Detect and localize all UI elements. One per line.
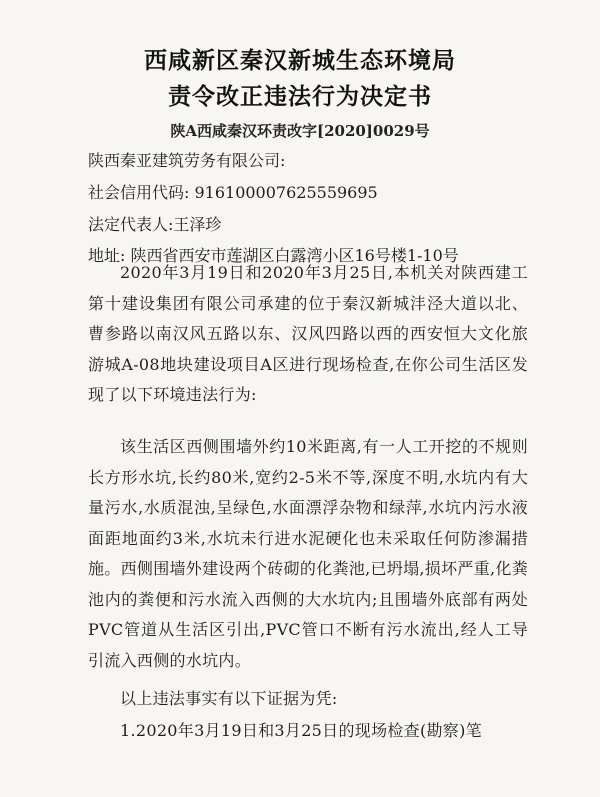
legal-representative: 法定代表人:王泽珍 bbox=[88, 215, 222, 234]
document-number: 陕A西咸秦汉环责改字[2020]0029号 bbox=[170, 122, 430, 140]
company-address: 地址: 陕西省西安市莲湖区白露湾小区16号楼1-10号 bbox=[88, 246, 459, 265]
inspection-paragraph: 2020年3月19日和2020年3月25日,本机关对陕西建工第十建设集团有限公司承建的位于秦汉新城沣泾大道以北、曹参路以南汉风五路以东、汉风四路以西的西安恒大文化旅游城A-08地块建设项目A区进行现场检查,在你公司生活区发现了以下环境违法行为: bbox=[88, 263, 528, 404]
evidence-intro-paragraph: 以上违法事实有以下证据为凭: bbox=[120, 689, 338, 708]
document-title-type: 责令改正违法行为决定书 bbox=[168, 84, 432, 110]
recipient-company: 陕西秦亚建筑劳务有限公司: bbox=[88, 151, 286, 170]
document-title-agency: 西咸新区秦汉新城生态环境局 bbox=[144, 48, 456, 74]
evidence-item-1: 1.2020年3月19日和3月25日的现场检查(勘察)笔 bbox=[120, 721, 482, 740]
credit-code: 社会信用代码: 916100007625559695 bbox=[88, 183, 378, 202]
violation-description-paragraph: 该生活区西侧围墙外约10米距离,有一人工开挖的不规则长方形水坑,长约80米,宽约2-5米不等,深度不明,水坑内有大量污水,水质混浊,呈绿色,水面漂浮杂物和绿萍,水坑内污水液面距地面约3米,水坑未行进水泥硬化也未采取任何防渗漏措施。西侧围墙外建设两个砖砌的化粪池,已坍塌,损坏严重,化粪池内的粪便和污水流入西侧的大水坑内;且围墙外底部有两处PVC管道从生活区引出,PVC管口不断有污水流出,经人工导引流入西侧的水坑内。 bbox=[88, 437, 528, 670]
